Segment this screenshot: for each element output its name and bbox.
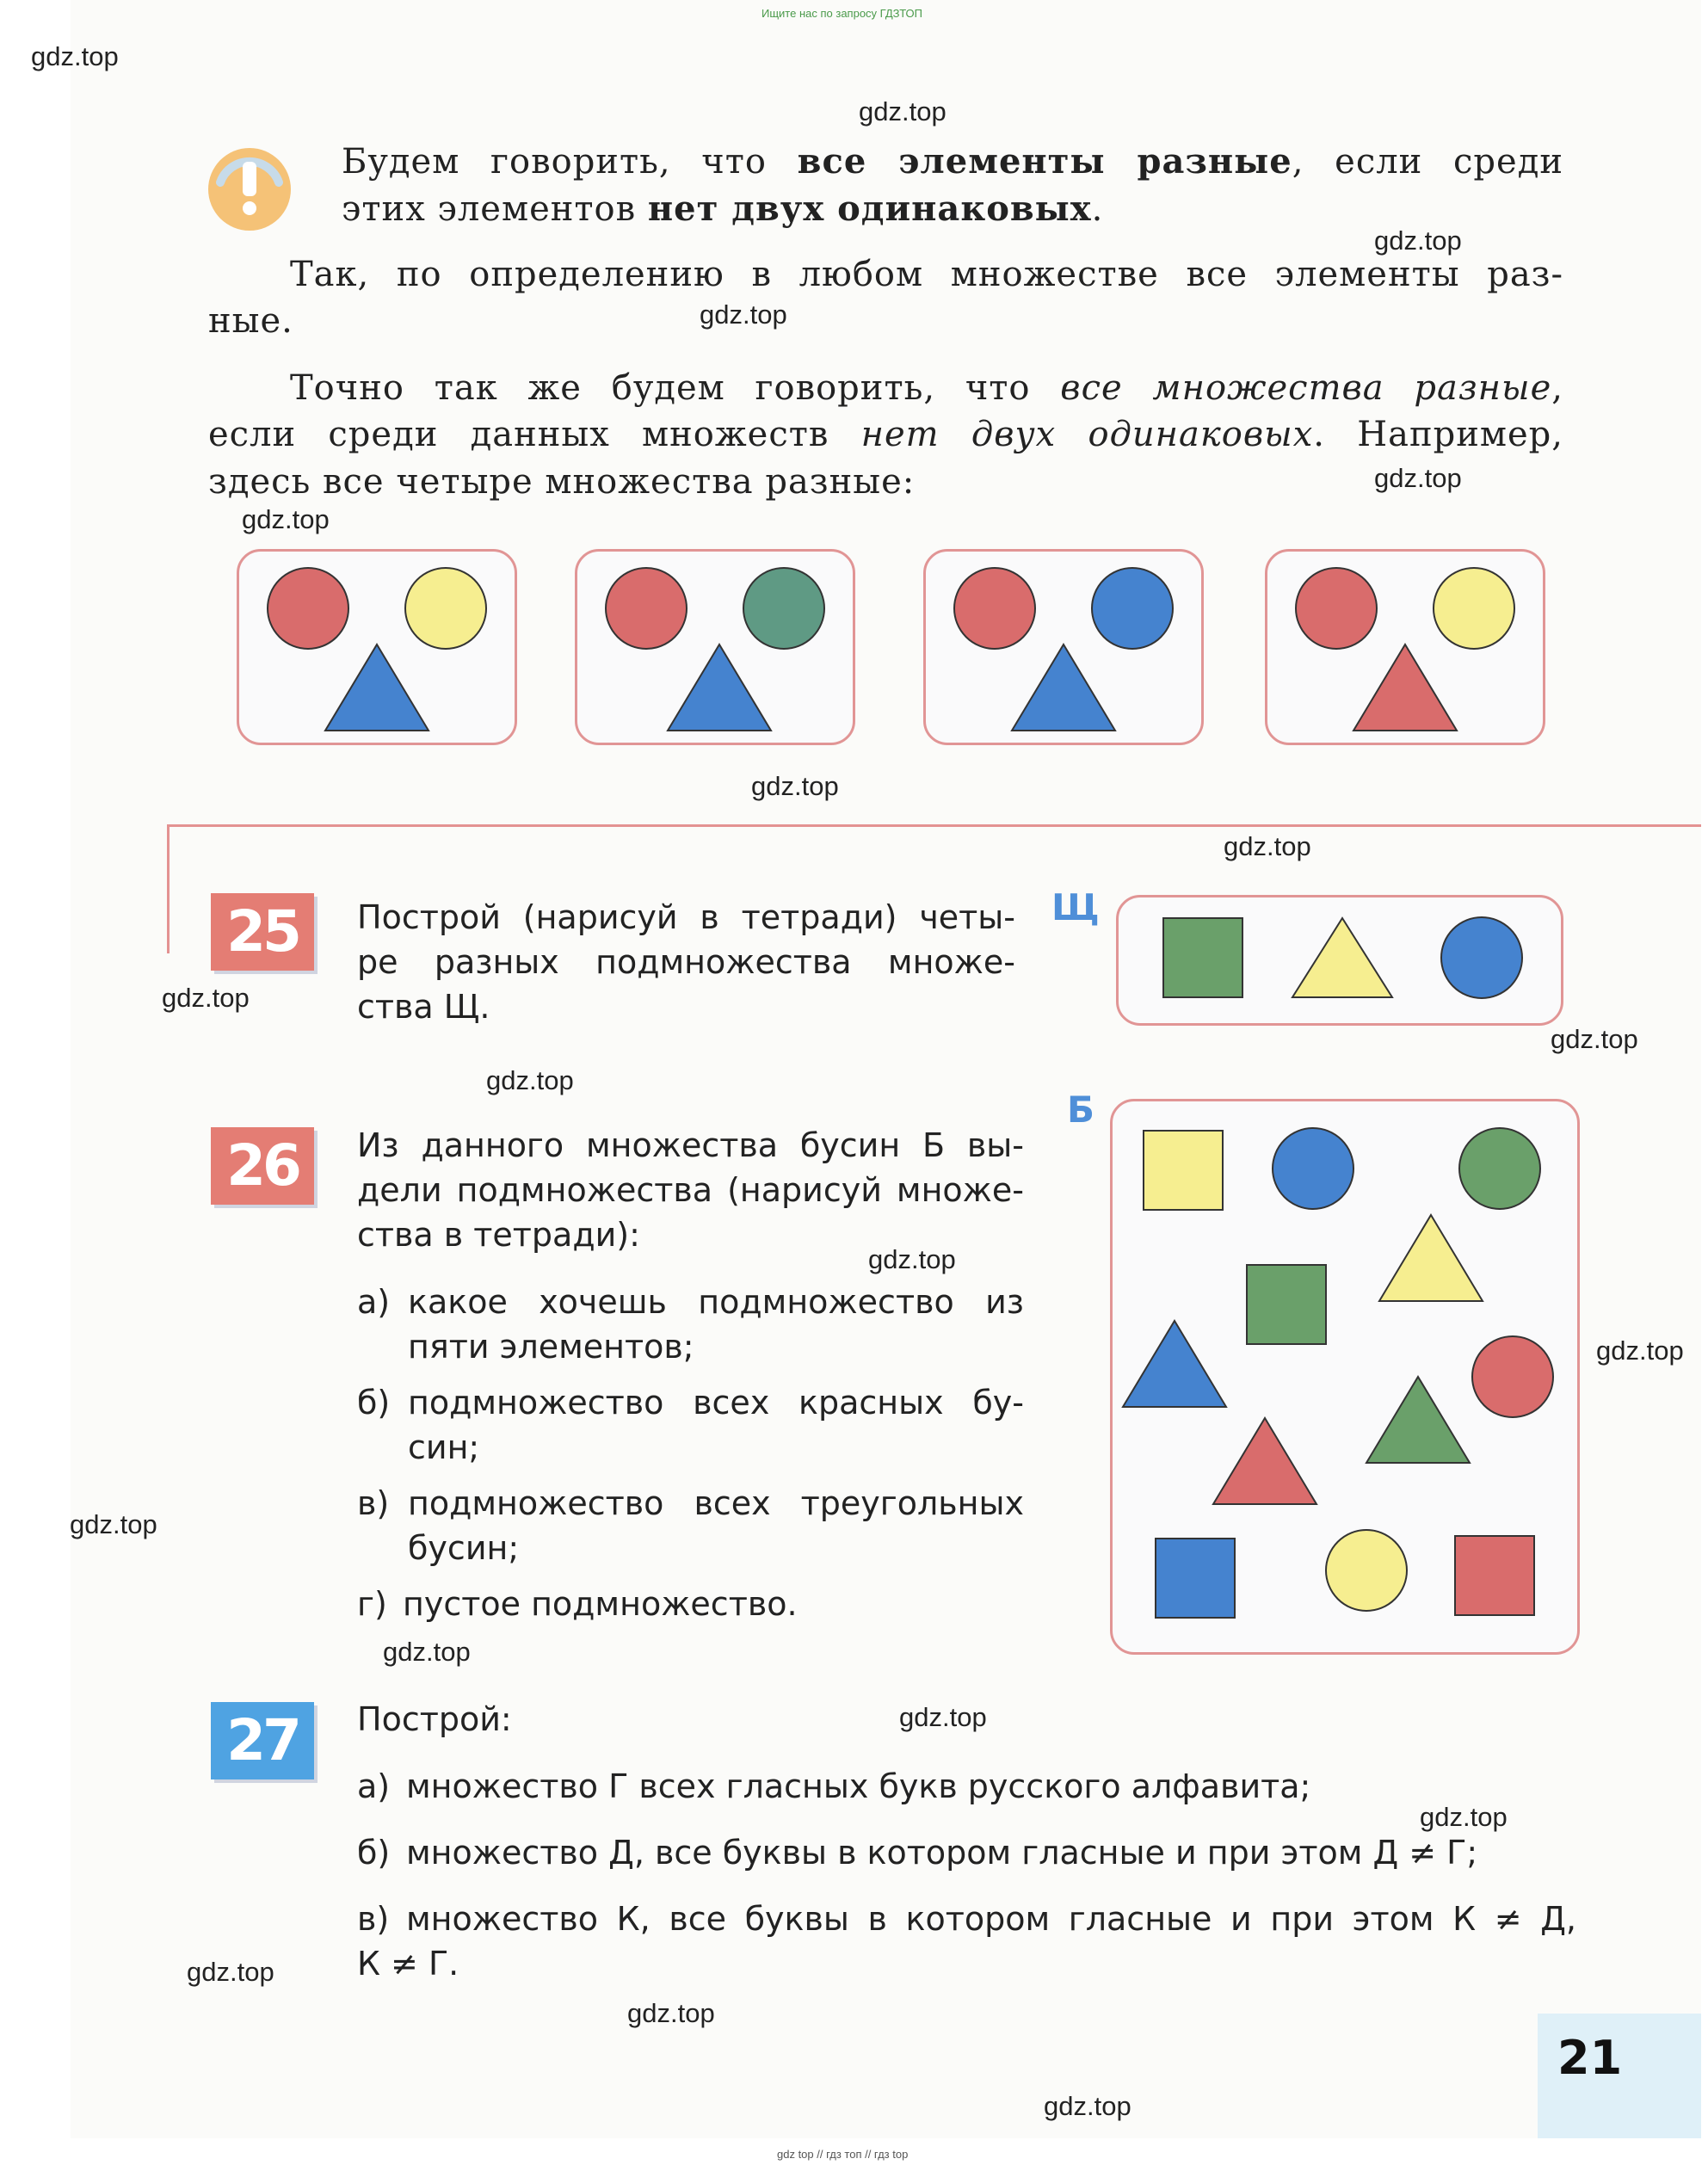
blue-circle bbox=[1441, 917, 1522, 998]
green-circle bbox=[1459, 1128, 1540, 1209]
section-divider bbox=[167, 824, 1701, 827]
watermark: gdz.top bbox=[31, 41, 119, 71]
watermark: gdz.top bbox=[1374, 463, 1462, 493]
watermark: gdz.top bbox=[383, 1637, 471, 1667]
rule-line-2: этих элементов нет двух одинаковых. bbox=[342, 188, 1104, 229]
red-triangle bbox=[1353, 645, 1457, 731]
task-26-item-b-marker: б) bbox=[357, 1384, 391, 1422]
blue-triangle bbox=[668, 645, 771, 731]
top-search-hint[interactable]: Ищите нас по запросу ГДЗТОП bbox=[762, 7, 923, 20]
task-26-item-b-line-2: син; bbox=[408, 1428, 480, 1466]
example-set-1 bbox=[237, 549, 517, 745]
watermark: gdz.top bbox=[162, 983, 250, 1013]
section-divider-vertical bbox=[167, 824, 170, 953]
page-number: 21 bbox=[1557, 2031, 1623, 2085]
task-26-item-a-line-2: пяти элементов; bbox=[408, 1328, 694, 1366]
task-26-item-a-marker: а) bbox=[357, 1283, 391, 1321]
task-27-item-b-marker: б) bbox=[357, 1834, 391, 1872]
red-circle bbox=[1472, 1336, 1553, 1417]
paragraph2-line-2: если среди данных множеств нет двух одинаковых. Например, bbox=[208, 415, 1563, 454]
task-25-line-2: ре разных подмножества множе- bbox=[357, 943, 1015, 981]
watermark: gdz.top bbox=[859, 96, 946, 126]
rule-line-1: Будем говорить, что все элементы разные, если среди bbox=[342, 141, 1563, 182]
yellow-circle bbox=[1434, 568, 1514, 649]
task-26-item-c-marker: в) bbox=[357, 1484, 390, 1522]
red-circle bbox=[606, 568, 687, 649]
task-27-item-a-text: множество Г всех гласных букв русского алфавита; bbox=[406, 1767, 1311, 1805]
example-set-3 bbox=[923, 549, 1204, 745]
task-26-item-c-line-2: бусин; bbox=[408, 1529, 520, 1567]
watermark: gdz.top bbox=[700, 299, 787, 330]
task-27-item-c-text-2: К ≠ Г. bbox=[357, 1945, 459, 1983]
paragraph2-line-3: здесь все четыре множества разные: bbox=[208, 462, 916, 502]
task-26-line-1: Из данного множества бусин Б вы- bbox=[357, 1126, 1024, 1164]
task-25-line-1: Построй (нарисуй в тетради) четы- bbox=[357, 898, 1015, 936]
set-label-b: Б bbox=[1067, 1089, 1095, 1131]
task-26-item-a-line-1: какое хочешь подмножество из bbox=[408, 1283, 1024, 1321]
task-27-badge: 27 bbox=[211, 1702, 314, 1779]
watermark: gdz.top bbox=[187, 1957, 274, 1987]
blue-triangle bbox=[1123, 1321, 1226, 1407]
green-circle bbox=[743, 568, 824, 649]
task-27-item-a-marker: а) bbox=[357, 1767, 391, 1805]
paragraph1-line-2: ные. bbox=[208, 301, 293, 341]
paragraph1-line-1: Так, по определению в любом множестве все элементы раз- bbox=[290, 255, 1563, 294]
task-26-line-3: ства в тетради): bbox=[357, 1216, 640, 1254]
yellow-triangle bbox=[1379, 1215, 1483, 1301]
task-26-item-d-line-1: пустое подмножество. bbox=[403, 1585, 798, 1623]
task-27-item-c-marker: в) bbox=[357, 1900, 390, 1938]
watermark: gdz.top bbox=[1596, 1335, 1684, 1366]
set-label-shch: Щ bbox=[1051, 886, 1100, 928]
task-26-badge: 26 bbox=[211, 1127, 314, 1205]
task-26-item-b-line-1: подмножество всех красных бу- bbox=[408, 1384, 1024, 1422]
yellow-triangle bbox=[1292, 918, 1392, 997]
watermark: gdz.top bbox=[70, 1509, 157, 1539]
set-shch bbox=[1116, 895, 1563, 1026]
task-25-line-3: ства Щ. bbox=[357, 988, 490, 1026]
task-26-item-d-marker: г) bbox=[357, 1585, 387, 1623]
green-square bbox=[1247, 1265, 1326, 1344]
red-circle bbox=[1296, 568, 1377, 649]
exclamation-icon bbox=[205, 145, 294, 234]
watermark: gdz.top bbox=[1374, 225, 1462, 256]
blue-circle bbox=[1273, 1128, 1353, 1209]
blue-triangle bbox=[1012, 645, 1115, 731]
blue-triangle bbox=[325, 645, 429, 731]
yellow-circle bbox=[1326, 1530, 1407, 1611]
green-square bbox=[1163, 918, 1242, 997]
red-square bbox=[1455, 1536, 1534, 1615]
watermark: gdz.top bbox=[899, 1702, 987, 1732]
watermark: gdz.top bbox=[751, 771, 839, 801]
watermark: gdz.top bbox=[1224, 831, 1311, 861]
red-triangle bbox=[1213, 1418, 1316, 1504]
yellow-circle bbox=[405, 568, 486, 649]
task-27-item-c-text: множество К, все буквы в котором гласные и при этом К ≠ Д, bbox=[406, 1900, 1576, 1938]
task-27-title: Построй: bbox=[357, 1700, 512, 1738]
watermark: gdz.top bbox=[627, 1998, 715, 2028]
red-circle bbox=[268, 568, 348, 649]
set-b bbox=[1110, 1099, 1580, 1655]
task-26-line-2: дели подмножества (нарисуй множе- bbox=[357, 1171, 1024, 1209]
watermark: gdz.top bbox=[1420, 1802, 1508, 1832]
green-triangle bbox=[1366, 1377, 1470, 1463]
footer-watermark: gdz top // гдз топ // гдз top bbox=[777, 2148, 909, 2161]
blue-circle bbox=[1092, 568, 1173, 649]
task-27-item-b-text: множество Д, все буквы в котором гласные и при этом Д ≠ Г; bbox=[406, 1834, 1478, 1872]
red-circle bbox=[954, 568, 1035, 649]
watermark: gdz.top bbox=[1551, 1024, 1638, 1054]
task-26-item-c-line-1: подмножество всех треугольных bbox=[408, 1484, 1024, 1522]
blue-square bbox=[1156, 1539, 1235, 1618]
paragraph2-line-1: Точно так же будем говорить, что все множества разные, bbox=[290, 368, 1563, 408]
watermark: gdz.top bbox=[1044, 2091, 1131, 2121]
example-set-2 bbox=[575, 549, 855, 745]
yellow-square bbox=[1144, 1131, 1223, 1210]
example-set-4 bbox=[1265, 549, 1545, 745]
watermark: gdz.top bbox=[242, 504, 330, 534]
watermark: gdz.top bbox=[868, 1244, 956, 1274]
watermark: gdz.top bbox=[486, 1065, 574, 1095]
task-25-badge: 25 bbox=[211, 893, 314, 971]
